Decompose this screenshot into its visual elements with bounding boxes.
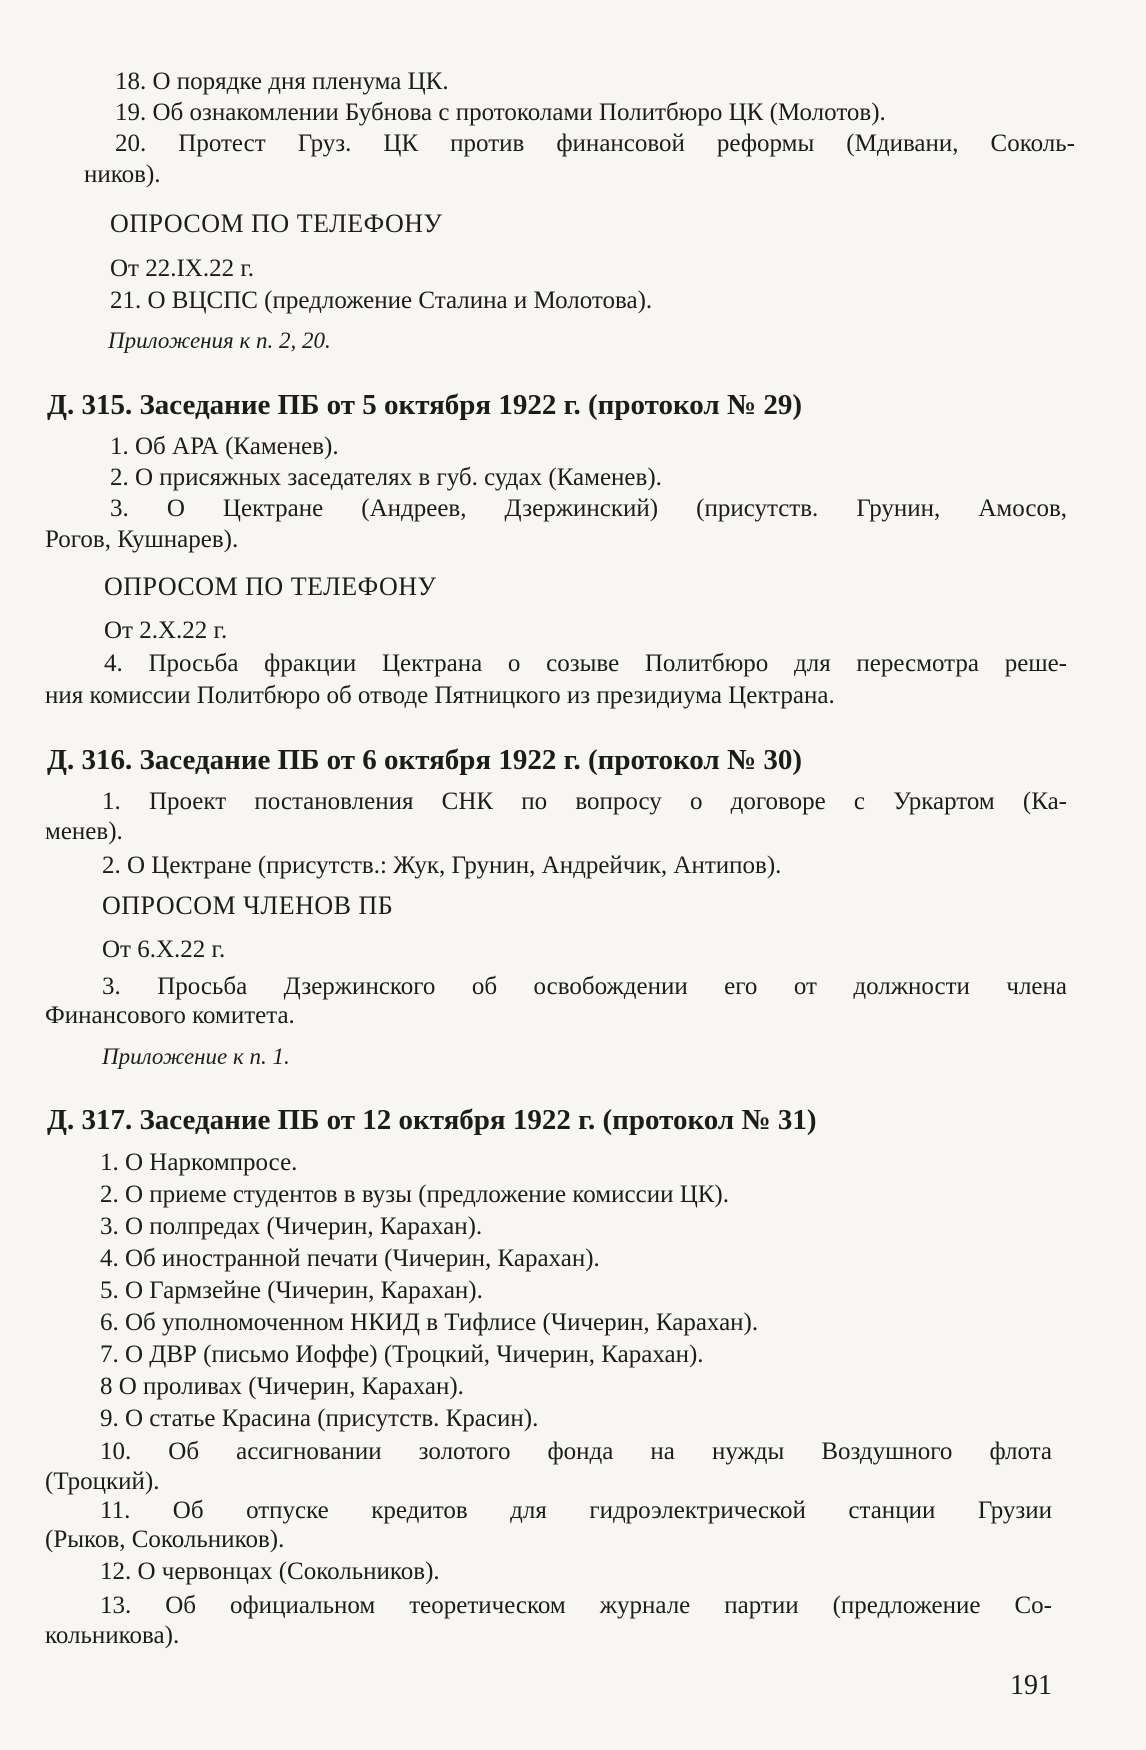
section-heading: Д. 317. Заседание ПБ от 12 октября 1922 г. (протокол № 31) — [47, 1104, 817, 1136]
list-item: 12. О червонцах (Сокольников). — [100, 1558, 440, 1585]
list-item: 4. Просьба фракции Цектрана о созыве Политбюро для пересмотра реше- — [104, 650, 1067, 677]
list-item: 10. Об ассигновании золотого фонда на нужды Воздушного флота — [100, 1438, 1052, 1465]
section-heading: Д. 316. Заседание ПБ от 6 октября 1922 г. (протокол № 30) — [47, 744, 802, 776]
list-item: 1. Об АРА (Каменев). — [110, 433, 339, 460]
list-item: 3. О полпредах (Чичерин, Карахан). — [100, 1213, 483, 1240]
page-number: 191 — [1010, 1670, 1052, 1701]
appendix-note: Приложение к п. 1. — [102, 1044, 290, 1069]
list-item-continuation: ния комиссии Политбюро об отводе Пятницкого из президиума Цектрана. — [45, 682, 835, 709]
list-item: 5. О Гармзейне (Чичерин, Карахан). — [100, 1277, 483, 1304]
poll-date: От 6.Х.22 г. — [102, 936, 226, 963]
list-item: 8 О проливах (Чичерин, Карахан). — [100, 1373, 464, 1400]
list-item: 1. Проект постановления СНК по вопросу о договоре с Уркартом (Ка- — [102, 788, 1067, 815]
list-item: 13. Об официальном теоретическом журнале партии (предложение Со- — [100, 1592, 1052, 1619]
poll-heading: ОПРОСОМ ПО ТЕЛЕФОНУ — [110, 209, 443, 238]
list-item: 11. Об отпуске кредитов для гидроэлектрической станции Грузии — [100, 1497, 1052, 1524]
list-item-continuation: Рогов, Кушнарев). — [45, 526, 239, 553]
list-item: 21. О ВЦСПС (предложение Сталина и Молотова). — [110, 287, 653, 314]
list-item: 7. О ДВР (письмо Иоффе) (Троцкий, Чичерин, Карахан). — [100, 1341, 704, 1368]
list-item-continuation: (Троцкий). — [45, 1468, 160, 1495]
list-item: 4. Об иностранной печати (Чичерин, Карахан). — [100, 1245, 600, 1272]
poll-heading: ОПРОСОМ ЧЛЕНОВ ПБ — [102, 891, 394, 920]
list-item-continuation: Финансового комитета. — [45, 1002, 295, 1029]
list-item: 2. О приеме студентов в вузы (предложение комиссии ЦК). — [100, 1181, 730, 1208]
list-item: 18. О порядке дня пленума ЦК. — [115, 68, 449, 95]
poll-heading: ОПРОСОМ ПО ТЕЛЕФОНУ — [104, 572, 437, 601]
section-heading: Д. 315. Заседание ПБ от 5 октября 1922 г. (протокол № 29) — [47, 389, 802, 421]
poll-date: От 2.Х.22 г. — [104, 617, 228, 644]
list-item: 2. О Цектране (присутств.: Жук, Грунин, Андрейчик, Антипов). — [102, 852, 782, 879]
list-item: 3. О Цектране (Андреев, Дзержинский) (присутств. Грунин, Амосов, — [110, 495, 1067, 522]
list-item: 6. Об уполномоченном НКИД в Тифлисе (Чичерин, Карахан). — [100, 1309, 759, 1336]
list-item-continuation: кольникова). — [45, 1622, 180, 1649]
list-item: 3. Просьба Дзержинского об освобождении его от должности члена — [102, 973, 1067, 1000]
poll-date: От 22.IX.22 г. — [110, 255, 255, 282]
list-item: 2. О присяжных заседателях в губ. судах (Каменев). — [110, 464, 662, 491]
list-item-continuation: менев). — [45, 818, 123, 845]
list-item: 19. Об ознакомлении Бубнова с протоколами Политбюро ЦК (Молотов). — [115, 99, 886, 126]
list-item: 9. О статье Красина (присутств. Красин). — [100, 1405, 539, 1432]
list-item-continuation: (Рыков, Сокольников). — [45, 1526, 285, 1553]
appendix-note: Приложения к п. 2, 20. — [108, 328, 331, 353]
list-item: 1. О Наркомпросе. — [100, 1149, 298, 1176]
list-item: 20. Протест Груз. ЦК против финансовой реформы (Мдивани, Соколь- — [115, 130, 1075, 157]
list-item-continuation: ников). — [84, 161, 161, 188]
